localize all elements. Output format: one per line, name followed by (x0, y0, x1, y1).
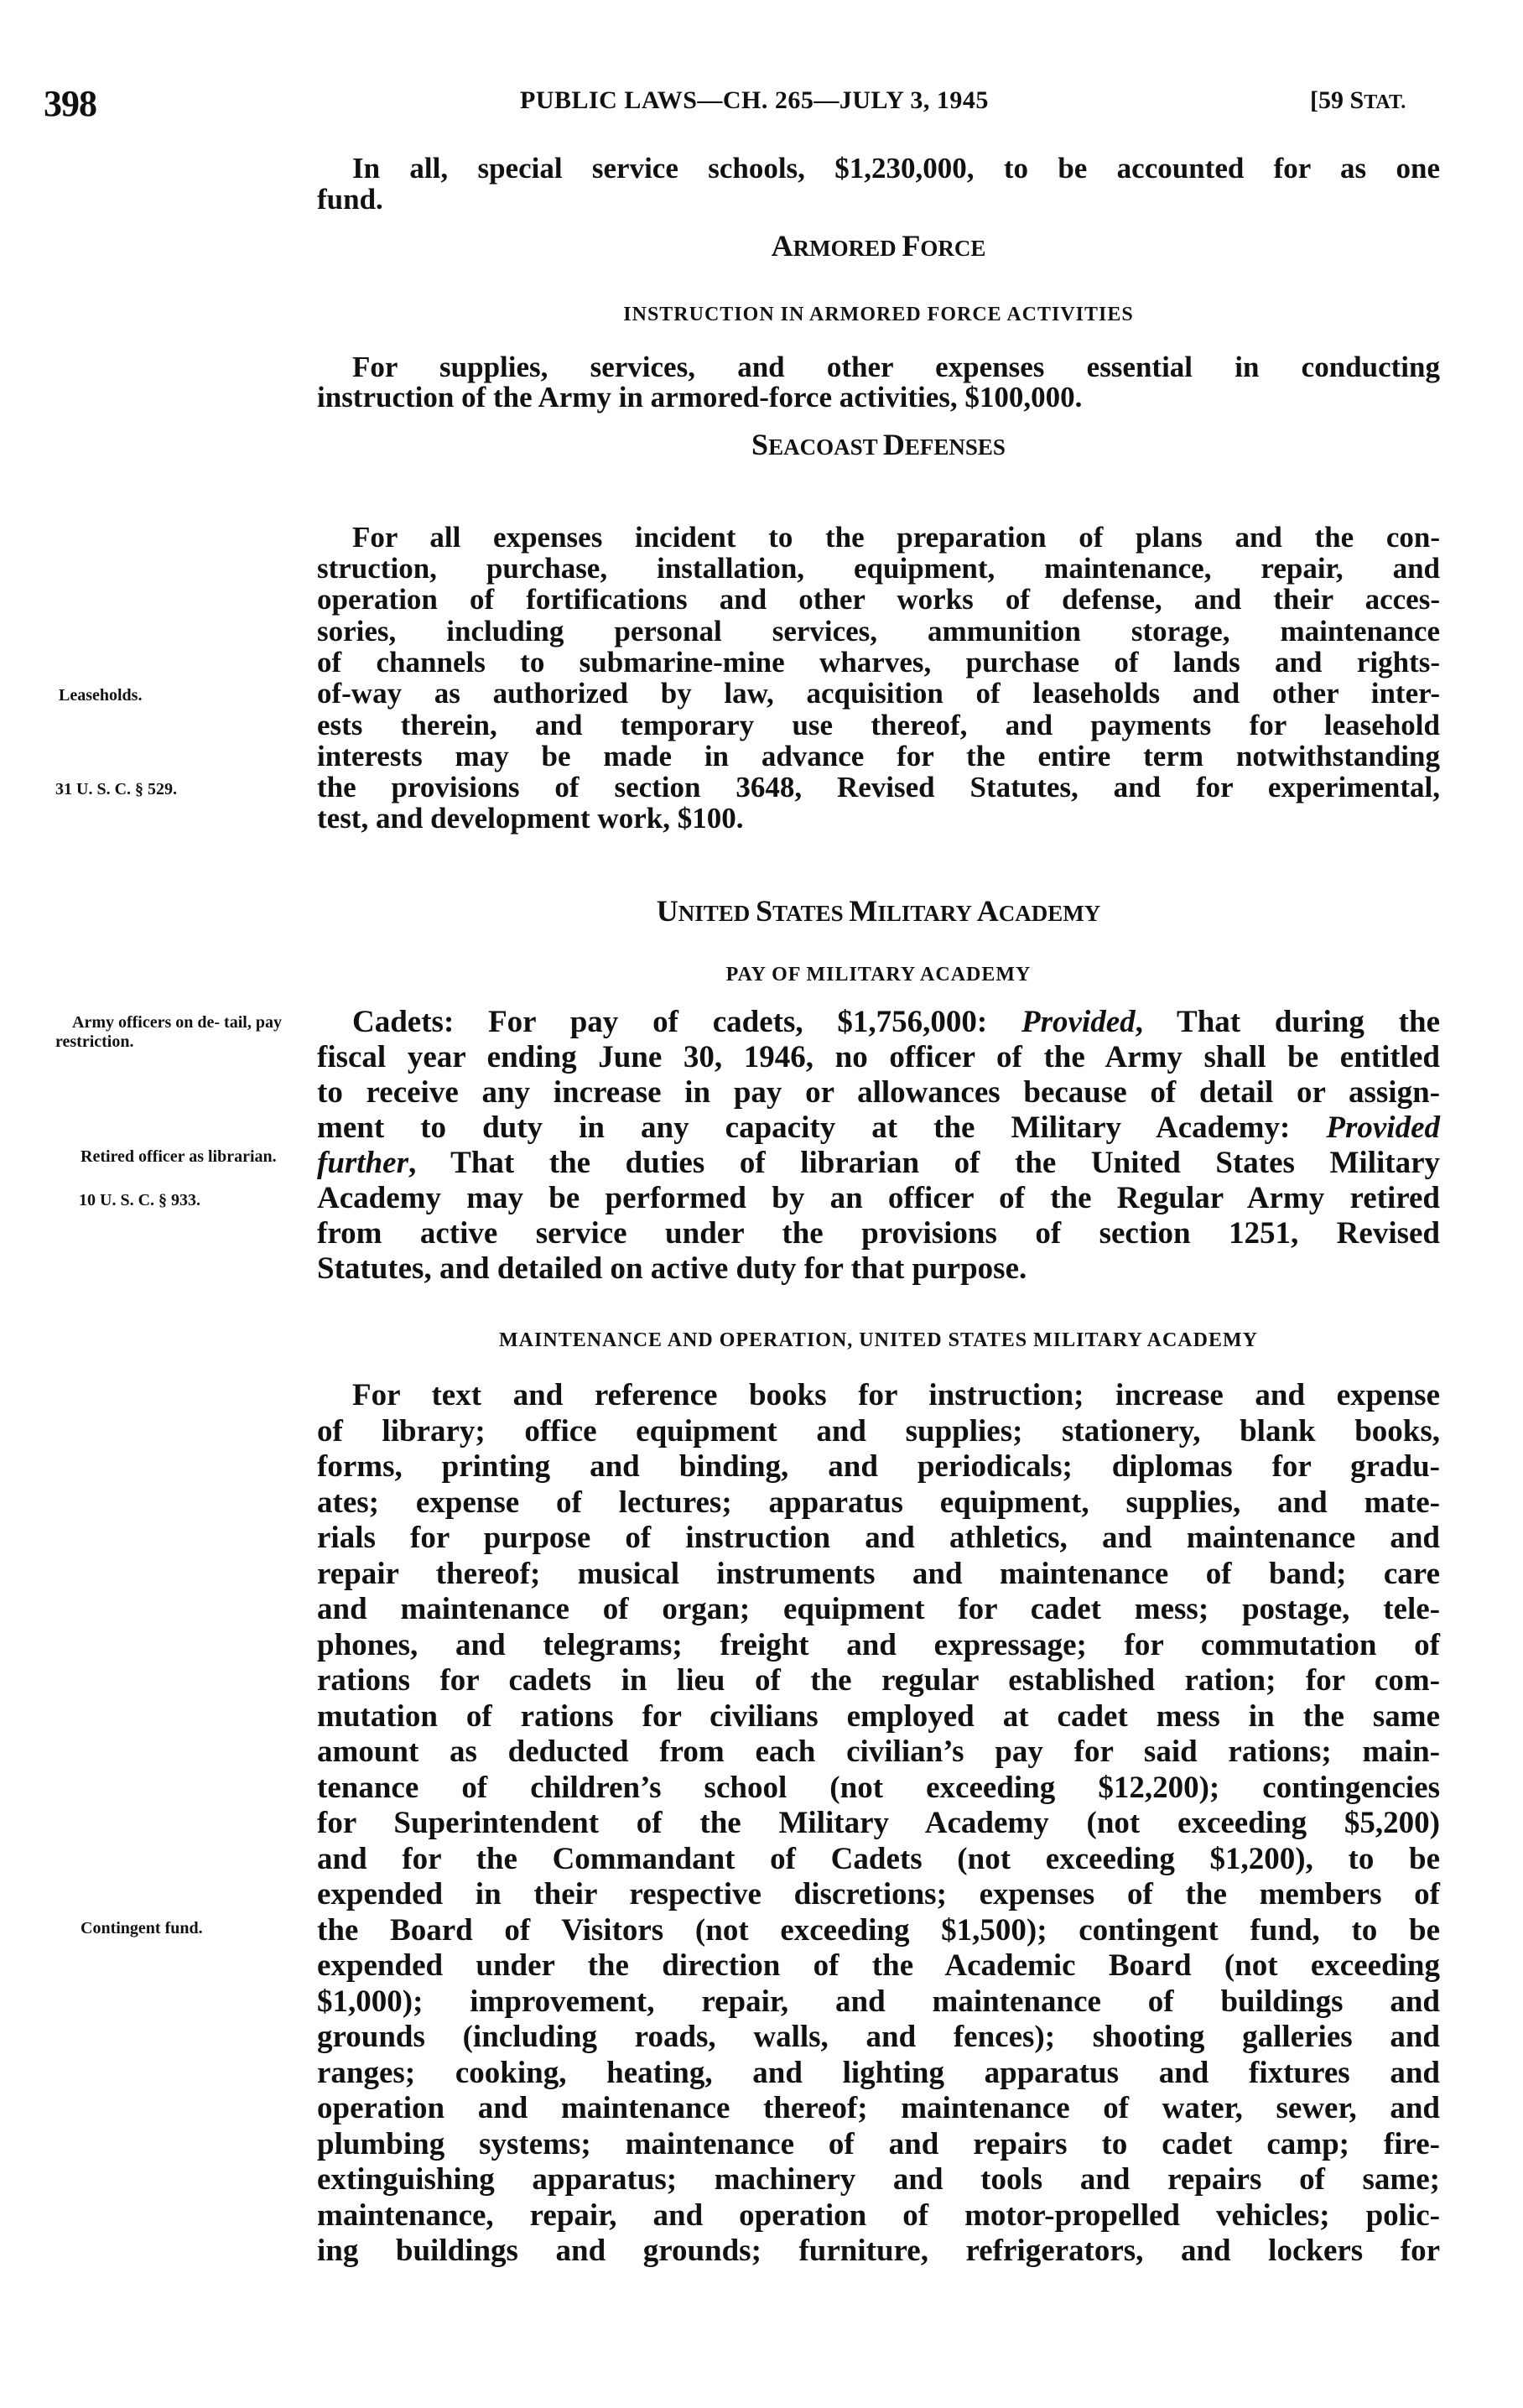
body-line: repair thereof; musical instruments and maintenance of band; care (317, 1557, 1440, 1591)
sidenote-leaseholds: Leaseholds. (59, 686, 143, 705)
body-line: operation and maintenance thereof; maintenance of water, sewer, and (317, 2091, 1440, 2125)
body-line: ing buildings and grounds; furniture, refrigerators, and lockers for (317, 2234, 1440, 2268)
body-line (317, 1112, 1440, 1143)
italic-run: Provided (1326, 1110, 1440, 1145)
italic-run: further (317, 1146, 408, 1180)
sidenote-usc-529: 31 U. S. C. § 529. (55, 780, 178, 798)
subheading-instruction-armored-force: INSTRUCTION IN ARMORED FORCE ACTIVITIES (623, 304, 1134, 325)
body-line: grounds (including roads, walls, and fences); shooting galleries and (317, 2020, 1440, 2054)
body-line: expended in their respective discretions; expenses of the members of (317, 1877, 1440, 1911)
text-run: Cadets: For pay of cadets, $1,756,000: (352, 1005, 1022, 1039)
text-run: , That the duties of librarian of the United States Military (408, 1146, 1440, 1180)
body-line (352, 1006, 1440, 1038)
subheading-maintenance-operation: MAINTENANCE AND OPERATION, UNITED STATES MILITARY ACADEMY (499, 1329, 1258, 1351)
italic-run: Provided (1021, 1005, 1136, 1039)
heading-cap: U (656, 894, 678, 928)
heading-cap: A (976, 894, 999, 928)
body-line: For text and reference books for instruction; increase and expense (352, 1378, 1440, 1412)
body-line: $1,000); improvement, repair, and maintenance of buildings and (317, 1984, 1440, 2019)
body-line: and for the Commandant of Cadets (not exceeding $1,200), to be (317, 1842, 1440, 1876)
body-line: forms, printing and binding, and periodicals; diplomas for gradu- (317, 1449, 1440, 1484)
heading-small: CADEMY (998, 901, 1101, 926)
heading-cap: F (902, 229, 921, 263)
body-line: For all expenses incident to the preparation of plans and the con- (352, 521, 1440, 554)
heading-small: NITED (678, 901, 756, 926)
body-line: and maintenance of organ; equipment for cadet mess; postage, tele- (317, 1592, 1440, 1626)
body-line: operation of fortifications and other works of defense, and their acces- (317, 583, 1440, 616)
text-run: ment to duty in any capacity at the Military Academy: (317, 1110, 1327, 1145)
body-line: struction, purchase, installation, equipment, maintenance, repair, and (317, 552, 1440, 585)
section-heading-armored-force (317, 231, 1440, 261)
body-line: In all, special service schools, $1,230,000, to be accounted for as one (352, 152, 1440, 185)
body-line: instruction of the Army in armored-force activities, $100,000. (317, 381, 1083, 413)
running-head: PUBLIC LAWS—CH. 265—JULY 3, 1945 (520, 86, 989, 114)
body-line: ests therein, and temporary use thereof, and payments for leasehold (317, 709, 1440, 741)
heading-small: EACOAST (768, 434, 883, 460)
sidenote-army-officers-pay-restriction: Army officers on de- tail, pay restriction. (55, 1013, 282, 1051)
sidenote-usc-933: 10 U. S. C. § 933. (79, 1191, 201, 1209)
body-line: rials for purpose of instruction and athletics, and maintenance and (317, 1521, 1440, 1555)
subheading-pay-of-military-academy: PAY OF MILITARY ACADEMY (725, 964, 1032, 986)
body-line: the Board of Visitors (not exceeding $1,500); contingent fund, to be (317, 1913, 1440, 1948)
heading-cap: A (771, 229, 793, 263)
sidenote-contingent-fund: Contingent fund. (81, 1919, 203, 1937)
heading-small: ILITARY (877, 901, 977, 926)
body-line: rations for cadets in lieu of the regular established ration; for com- (317, 1663, 1440, 1698)
body-line: maintenance, repair, and operation of motor-propelled vehicles; polic- (317, 2198, 1440, 2233)
heading-small: TATES (772, 901, 850, 926)
body-line: For supplies, services, and other expenses essential in conducting (352, 351, 1440, 383)
body-line (317, 1147, 1440, 1178)
stat-ref-prefix: [59 S (1310, 86, 1364, 114)
body-line: interests may be made in advance for the entire term notwithstanding (317, 740, 1440, 772)
stat-ref-suffix: TAT. (1364, 91, 1406, 113)
body-line: to receive any increase in pay or allowances because of detail or assign- (317, 1075, 1440, 1110)
text-run: , That during the (1135, 1005, 1440, 1039)
body-line: ranges; cooking, heating, and lighting apparatus and fixtures and (317, 2056, 1440, 2090)
heading-cap: D (882, 428, 905, 461)
heading-cap: S (751, 428, 769, 461)
heading-cap: M (849, 894, 878, 928)
body-line: Statutes, and detailed on active duty for that purpose. (317, 1251, 1027, 1286)
body-line: of channels to submarine-mine wharves, purchase of lands and rights- (317, 646, 1440, 679)
body-line: plumbing systems; maintenance of and repairs to cadet camp; fire- (317, 2127, 1440, 2161)
heading-cap: S (756, 894, 773, 928)
page-number: 398 (44, 83, 96, 124)
body-line: the provisions of section 3648, Revised Statutes, and for experimental, (317, 771, 1440, 804)
heading-small: EFENSES (904, 434, 1006, 460)
body-line: phones, and telegrams; freight and expressage; for commutation of (317, 1628, 1440, 1662)
section-heading-military-academy (317, 896, 1440, 926)
body-line: of-way as authorized by law, acquisition of leaseholds and other inter- (317, 677, 1440, 710)
body-line: for Superintendent of the Military Academy (not exceeding $5,200) (317, 1806, 1440, 1840)
body-line: sories, including personal services, ammunition storage, maintenance (317, 615, 1440, 648)
body-line: fund. (317, 183, 383, 216)
statute-volume-reference (1310, 86, 1406, 115)
heading-small: ORCE (920, 236, 986, 261)
body-line: tenance of children’s school (not exceeding $12,200); contingencies (317, 1771, 1440, 1805)
body-line: expended under the direction of the Academic Board (not exceeding (317, 1948, 1440, 1983)
sidenote-retired-officer-librarian: Retired officer as librarian. (81, 1147, 277, 1166)
body-line: Academy may be performed by an officer of the Regular Army retired (317, 1181, 1440, 1215)
body-line: test, and development work, $100. (317, 802, 744, 835)
body-line: ates; expense of lectures; apparatus equipment, supplies, and mate- (317, 1485, 1440, 1520)
body-line: fiscal year ending June 30, 1946, no officer of the Army shall be entitled (317, 1040, 1440, 1074)
body-line: amount as deducted from each civilian’s pay for said rations; main- (317, 1734, 1440, 1769)
body-line: extinguishing apparatus; machinery and tools and repairs of same; (317, 2162, 1440, 2197)
heading-small: RMORED (793, 236, 902, 261)
body-line: mutation of rations for civilians employed at cadet mess in the same (317, 1699, 1440, 1734)
body-line: from active service under the provisions of section 1251, Revised (317, 1216, 1440, 1251)
body-line: of library; office equipment and supplies; stationery, blank books, (317, 1414, 1440, 1448)
section-heading-seacoast-defenses (317, 429, 1440, 460)
